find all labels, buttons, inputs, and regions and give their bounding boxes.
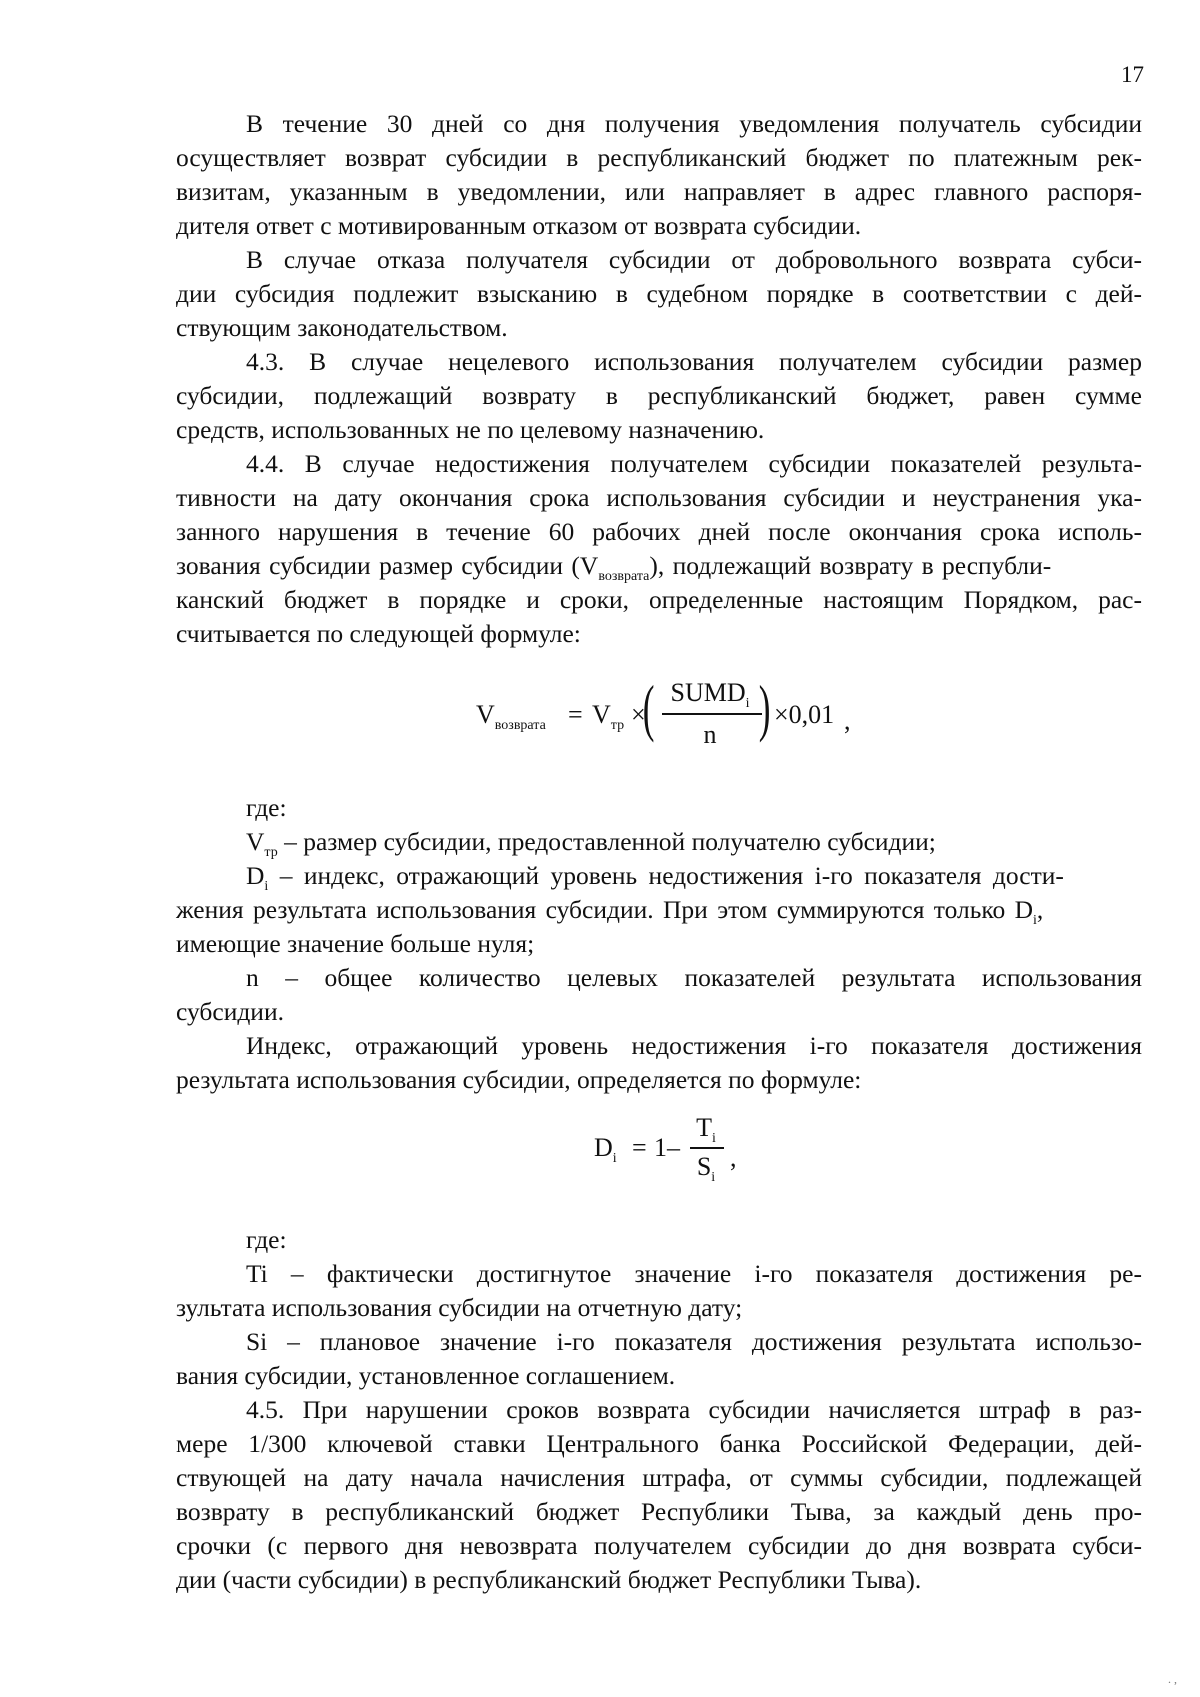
para44-line: канский бюджет в порядке и сроки, определенные настоящим Порядком, рас- — [176, 585, 1142, 614]
para44-text: ), подлежащий возврату в республи- — [649, 551, 1052, 580]
def-n-line: субсидии. — [176, 997, 284, 1026]
def-d: D — [246, 861, 265, 890]
para1-line: визитам, указанным в уведомлении, или направляет в адрес главного распоря- — [176, 177, 1142, 206]
formula2-comma: , — [730, 1143, 737, 1172]
formula2-d-sub: i — [612, 1151, 617, 1166]
formula2-d — [594, 1133, 617, 1167]
where-label: где: — [246, 793, 287, 822]
formula-tail: ×0,01 — [774, 700, 835, 729]
def-di-text: – индекс, отражающий уровень недостижения i-го показателя дости- — [268, 861, 1064, 890]
def-ti-line: Ti – фактически достигнутое значение i-го показателя достижения ре- — [246, 1259, 1142, 1288]
def-di-line — [246, 859, 1142, 893]
scan-speck: . , — [1168, 1672, 1177, 1686]
formula-v: V — [592, 700, 611, 729]
def-si-line: Si – плановое значение i-го показателя достижения результата использо- — [246, 1327, 1142, 1356]
def-di-text: жения результата использования субсидии. При этом суммируются только D — [176, 895, 1034, 924]
formula2-numerator — [688, 1113, 724, 1147]
para45-line: дии (части субсидии) в республиканский бюджет Республики Тыва). — [176, 1565, 922, 1594]
def-vtr-text: – размер субсидии, предоставленной получателю субсидии; — [277, 827, 936, 856]
para43-line: субсидии, подлежащий возврату в республиканский бюджет, равен сумме — [176, 381, 1142, 410]
formula2-equals: = — [632, 1133, 647, 1162]
def-sub-i: i — [1033, 913, 1037, 928]
para45-line: ствующей на дату начала начисления штрафа, от суммы субсидии, подлежащей — [176, 1463, 1142, 1492]
def-v: V — [246, 827, 265, 856]
formula-sub-vozvrata: возврата — [494, 718, 546, 733]
def-di-line: имеющие значение больше нуля; — [176, 929, 535, 958]
formula2-s: S — [696, 1152, 712, 1181]
formula2-s-sub: i — [711, 1170, 716, 1185]
def-di-text: , — [1036, 895, 1044, 924]
def-vtr-line — [246, 825, 1142, 859]
subscript-vozvrata: возврата — [598, 569, 650, 584]
para43-line: 4.3. В случае нецелевого использования получателем субсидии размер — [246, 347, 1142, 376]
def-sub-tr: тр — [264, 845, 278, 860]
para2-line: ствующим законодательством. — [176, 313, 508, 342]
para43-line: средств, использованных не по целевому назначению. — [176, 415, 765, 444]
para1-line: В течение 30 дней со дня получения уведомления получатель субсидии — [246, 109, 1142, 138]
formula2-denominator — [688, 1152, 724, 1186]
para44-line: 4.4. В случае недостижения получателем субсидии показателей результа- — [246, 449, 1142, 478]
left-paren: ( — [642, 672, 655, 743]
formula2-fraction-bar — [690, 1147, 724, 1149]
where-label: где: — [246, 1225, 287, 1254]
para45-line: 4.5. При нарушении сроков возврата субсидии начисляется штраф в раз- — [246, 1395, 1142, 1424]
page-number: 17 — [1121, 62, 1144, 87]
formula-times: × — [631, 700, 646, 729]
para1-line: осуществляет возврат субсидии в республиканский бюджет по платежным рек- — [176, 143, 1142, 172]
para44-line: занного нарушения в течение 60 рабочих дней после окончания срока исполь- — [176, 517, 1142, 546]
para45-line: срочки (с первого дня невозврата получателем субсидии до дня возврата субси- — [176, 1531, 1142, 1560]
formula2-t-sub: i — [712, 1131, 716, 1146]
fraction-denominator: n — [703, 720, 717, 749]
formula-comma: , — [844, 706, 851, 735]
def-n-line: n – общее количество целевых показателей результата использования — [246, 963, 1142, 992]
para44-line: тивности на дату окончания срока использования субсидии и неустранения ука- — [176, 483, 1142, 512]
para1-line: дителя ответ с мотивированным отказом от возврата субсидии. — [176, 211, 862, 240]
numerator-sumd: SUMD — [670, 678, 746, 707]
para2-line: дии субсидия подлежит взысканию в судебном порядке в соответствии с дей- — [176, 279, 1142, 308]
right-paren: ) — [758, 672, 771, 743]
formula2-t: T — [696, 1113, 712, 1142]
formula-v: V — [476, 700, 495, 729]
formula-vtr — [592, 700, 624, 734]
para44-text: зования субсидии размер субсидии (V — [176, 551, 599, 580]
formula2-one-minus: 1– — [654, 1133, 680, 1162]
fraction-bar — [662, 713, 762, 715]
para45-line: возврату в республиканский бюджет Республики Тыва, за каждый день про- — [176, 1497, 1142, 1526]
def-di-line — [176, 893, 1142, 927]
para45-line: мере 1/300 ключевой ставки Центрального банка Российской Федерации, дей- — [176, 1429, 1142, 1458]
formula2-d-letter: D — [594, 1133, 613, 1162]
numerator-sub: i — [745, 696, 750, 711]
def-sub-i: i — [264, 879, 269, 894]
para44-line: считывается по следующей формуле: — [176, 619, 581, 648]
para44-line-with-subscript — [176, 549, 1142, 583]
index-para-line: результата использования субсидии, определяется по формуле: — [176, 1065, 862, 1094]
formula-vozvrata-lhs — [476, 700, 546, 734]
formula-equals: = — [568, 700, 583, 729]
formula-sub-tr: тр — [610, 718, 625, 733]
para2-line: В случае отказа получателя субсидии от добровольного возврата субси- — [246, 245, 1142, 274]
fraction-numerator — [660, 678, 760, 712]
def-ti-line: зультата использования субсидии на отчетную дату; — [176, 1293, 743, 1322]
index-para-line: Индекс, отражающий уровень недостижения i-го показателя достижения — [246, 1031, 1142, 1060]
def-si-line: вания субсидии, установленное соглашением. — [176, 1361, 676, 1390]
